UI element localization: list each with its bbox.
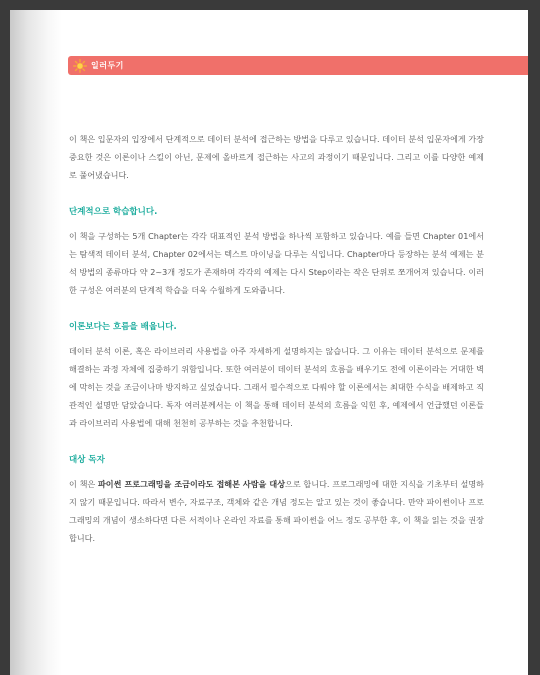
book-page	[10, 10, 528, 675]
section-body-audience	[69, 475, 484, 547]
section-title-step-learning: 단계적으로 학습합니다.	[69, 207, 158, 217]
section-header-bar	[68, 56, 528, 75]
audience-text-suffix: 으로 합니다. 프로그래밍에 대한 지식을 기초부터 설명하지 않기 때문입니다. 따라서 변수, 자료구조, 객체와 같은 개념 정도는 알고 있는 것이 좋습니다. 만약 파이썬이나 프로그래밍의 개념이 생소하다면 다른 서적이나 온라인 자료를 통해 파이썬을 어느 정도 공부한 후, 이 책을 읽는 것을 권장합니다.	[69, 479, 484, 543]
section-title-audience: 대상 독자	[69, 455, 105, 465]
page-content	[69, 130, 484, 547]
sun-icon	[73, 59, 87, 73]
section-body-flow: 데이터 분석 이론, 혹은 라이브러리 사용법을 아주 자세하게 설명하지는 않습니다. 그 이유는 데이터 분석으로 문제를 해결하는 과정 자체에 집중하기 위함입니다. 또한 여러분이 데이터 분석의 흐름을 배우기도 전에 이론이라는 거대한 벽에 막히는 것을 조금이나마 방지하고 싶었습니다. 그래서 필수적으로 다뤄야 할 이론에서는 최대한 수식을 배제하고 직관적인 설명만 담았습니다. 독자 여러분께서는 이 책을 통해 데이터 분석의 흐름을 익힌 후, 예제에서 언급했던 이론들과 라이브러리 사용법에 대해 천천히 공부하는 것을 추천합니다.	[69, 346, 484, 428]
section-title-flow: 이론보다는 흐름을 배웁니다.	[69, 322, 177, 332]
section-body-step-learning: 이 책을 구성하는 5개 Chapter는 각각 대표적인 분석 방법을 하나씩 포함하고 있습니다. 예를 들면 Chapter 01에서는 탐색적 데이터 분석, Chapter 02에서는 텍스트 마이닝을 다루는 식입니다. Chapter마다 등장하는 분석 예제는 분석 방법의 종류마다 약 2~3개 정도가 존재하며 각각의 예제는 다시 Step이라는 작은 단위로 쪼개어져 있습니다. 이러한 구성은 여러분의 단계적 학습을 더욱 수월하게 도와줍니다.	[69, 231, 484, 295]
audience-text-emphasis: 파이썬 프로그래밍을 조금이라도 접해본 사람을 대상	[97, 479, 286, 489]
audience-text-prefix: 이 책은	[69, 479, 98, 489]
page-spine-shadow	[10, 10, 62, 675]
page-title: 일러두기	[91, 61, 124, 70]
intro-paragraph: 이 책은 입문자의 입장에서 단계적으로 데이터 분석에 접근하는 방법을 다루고 있습니다. 데이터 분석 입문자에게 가장 중요한 것은 이론이나 스킬이 아닌, 문제에 올바르게 접근하는 사고의 과정이기 때문입니다. 그리고 이를 다양한 예제로 풀어냈습니다.	[69, 134, 484, 180]
